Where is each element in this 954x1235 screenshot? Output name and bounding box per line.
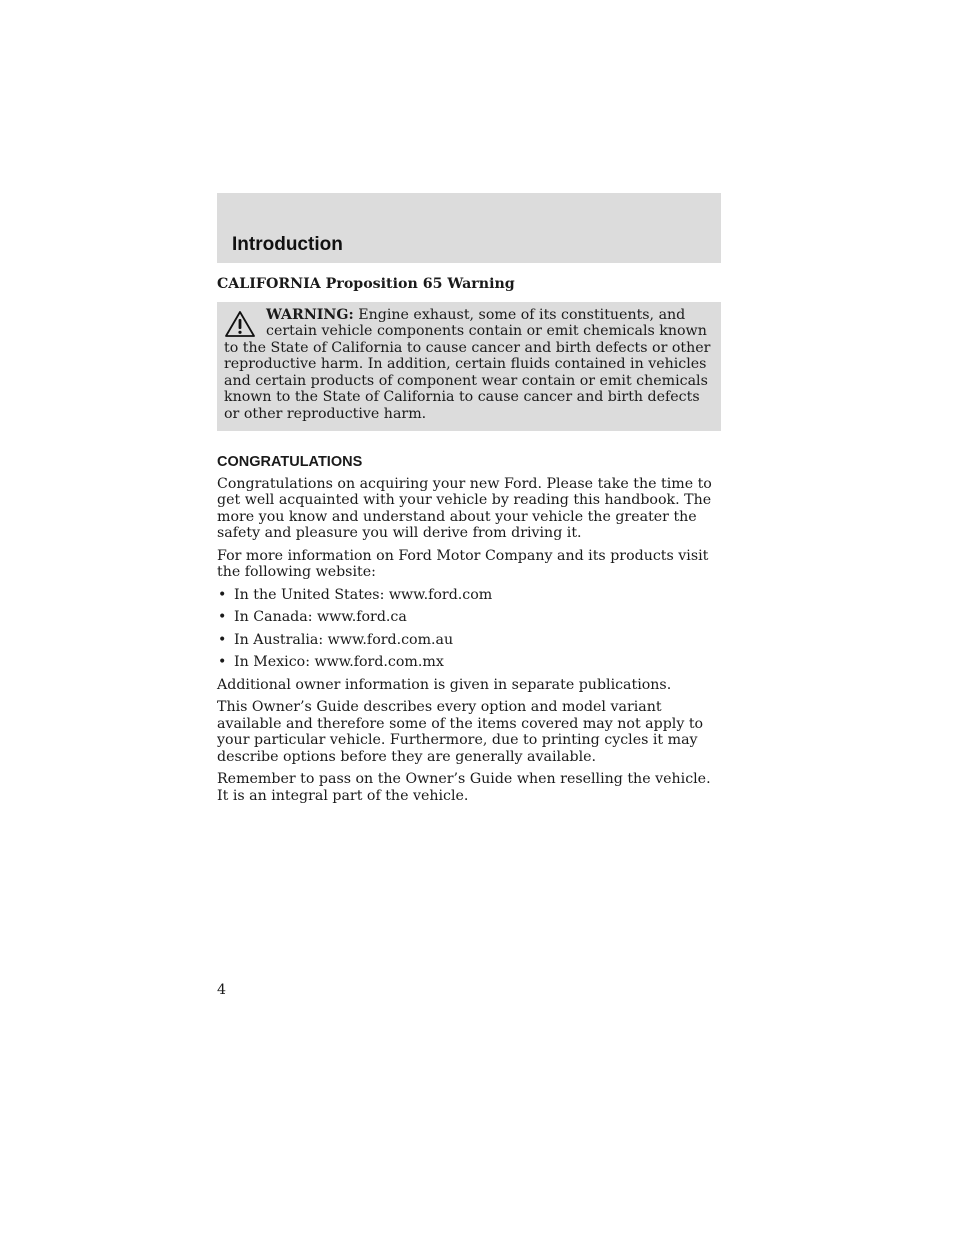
- list-item: [217, 609, 721, 626]
- congratulations-heading: CONGRATULATIONS: [217, 454, 363, 470]
- options-paragraph: This Owner’s Guide describes every option and model variant available and therefore some of the items covered may not apply to your particular vehicle. Furthermore, due to printing cycles it may describe options before they are generally available.: [217, 699, 704, 765]
- intro-paragraph: Congratulations on acquiring your new Ford. Please take the time to get well acquainted with your vehicle by reading this handbook. The more you know and understand about your vehicle the greater the safety and pleasure you will derive from driving it.: [217, 475, 712, 541]
- list-item: [217, 654, 721, 671]
- website-australia: In Australia: www.ford.com.au: [234, 631, 454, 648]
- page-number: 4: [217, 982, 227, 998]
- website-mexico: In Mexico: www.ford.com.mx: [234, 654, 444, 670]
- bullet-glyph: •: [218, 586, 227, 603]
- warning-triangle-icon: [224, 310, 256, 338]
- warning-body: Engine exhaust, some of its constituents, and certain vehicle components contain or emit chemicals known to the State of California to cause cancer and birth defects or other reproductive harm. In addition, certain fluids contained in vehicles and certain products of component wear contain or emit chemicals known to the State of California to cause cancer and birth defects or other reproductive harm.: [224, 306, 711, 422]
- list-item: [217, 632, 721, 649]
- bullet-glyph: •: [218, 609, 227, 625]
- warning-box: [217, 302, 721, 432]
- website-us: In the United States: www.ford.com: [234, 586, 493, 603]
- section-header-band: [217, 193, 721, 263]
- reselling-paragraph: Remember to pass on the Owner’s Guide when reselling the vehicle. It is an integral part of the vehicle.: [217, 771, 711, 804]
- section-title: Introduction: [232, 234, 343, 255]
- website-canada: In Canada: www.ford.ca: [234, 609, 407, 625]
- list-item: [217, 587, 721, 604]
- website-list: [217, 587, 721, 671]
- bullet-glyph: •: [218, 654, 227, 670]
- warning-label: WARNING:: [266, 306, 354, 323]
- additional-info-paragraph: Additional owner information is given in separate publications.: [217, 676, 672, 693]
- website-paragraph: For more information on Ford Motor Company and its products visit the following website:: [217, 547, 709, 580]
- proposition-heading: CALIFORNIA Proposition 65 Warning: [217, 276, 515, 292]
- bullet-glyph: •: [218, 631, 227, 648]
- page-content: [217, 276, 721, 810]
- warning-text: [224, 307, 713, 423]
